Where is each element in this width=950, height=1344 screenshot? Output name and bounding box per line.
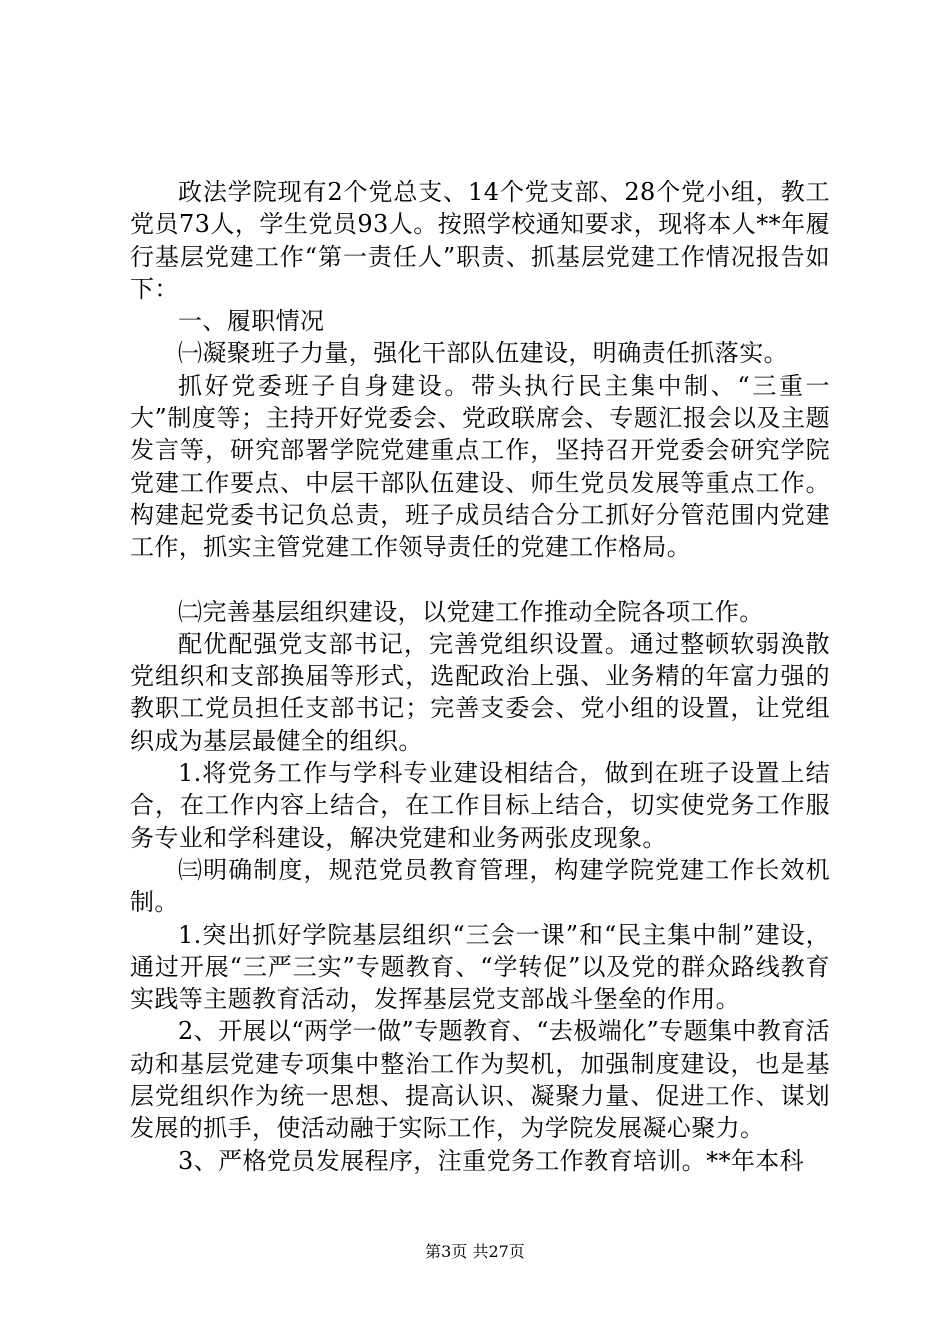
paragraph-item-3: 3、严格党员发展程序，注重党务工作教育培训。**年本科: [178, 1146, 805, 1175]
paragraph-item-2: 2、开展以“两学一做”专题教育、“去极端化”专题集中教育活动和基层党建专项集中整治工作为契机，加强制度建设，也是基层党组织作为统一思想、提高认识、凝聚力量、促进工作、谋划发展的抓手，使活动融于实际工作，为学院发展凝心聚力。: [130, 1017, 830, 1143]
paragraph-branch-secretary: 配优配强党支部书记，完善党组织设置。通过整顿软弱涣散党组织和支部换届等形式，选配政治上强、业务精的年富力强的教职工党员担任支部书记；完善支委会、党小组的设置，让党组织成为基层最健全的组织。: [130, 629, 830, 755]
subheading-2: ㈡完善基层组织建设，以党建工作推动全院各项工作。: [178, 597, 764, 626]
document-body: [130, 176, 830, 1177]
subheading-3: ㈢明确制度，规范党员教育管理，构建学院党建工作长效机制。: [130, 855, 830, 917]
page-footer: 第3页 共27页: [425, 1242, 525, 1261]
paragraph-intro: 政法学院现有2个党总支、14个党支部、28个党小组，教工党员73人，学生党员93人。按照学校通知要求，现将本人**年履行基层党建工作“第一责任人”职责、抓基层党建工作情况报告如下：: [130, 178, 830, 303]
paragraph-team-building: 抓好党委班子自身建设。带头执行民主集中制、“三重一大”制度等；主持开好党委会、党政联席会、专题汇报会以及主题发言等，研究部署学院党建重点工作，坚持召开党委会研究学院党建工作要点、中层干部队伍建设、师生党员发展等重点工作。构建起党委书记负总责，班子成员结合分工抓好分管范围内党建工作，抓实主管党建工作领导责任的党建工作格局。: [130, 371, 830, 562]
subheading-1: ㈠凝聚班子力量，强化干部队伍建设，明确责任抓落实。: [178, 339, 788, 368]
paragraph-item-1b: 1.突出抓好学院基层组织“三会一课”和“民主集中制”建设，通过开展“三严三实”专题教育、“学转促”以及党的群众路线教育实践等主题教育活动，发挥基层党支部战斗堡垒的作用。: [130, 920, 830, 1014]
paragraph-item-1a: 1.将党务工作与学科专业建设相结合，做到在班子设置上结合，在工作内容上结合，在工作目标上结合，切实使党务工作服务专业和学科建设，解决党建和业务两张皮现象。: [130, 759, 830, 852]
section-heading-duty: 一、履职情况: [178, 307, 325, 336]
